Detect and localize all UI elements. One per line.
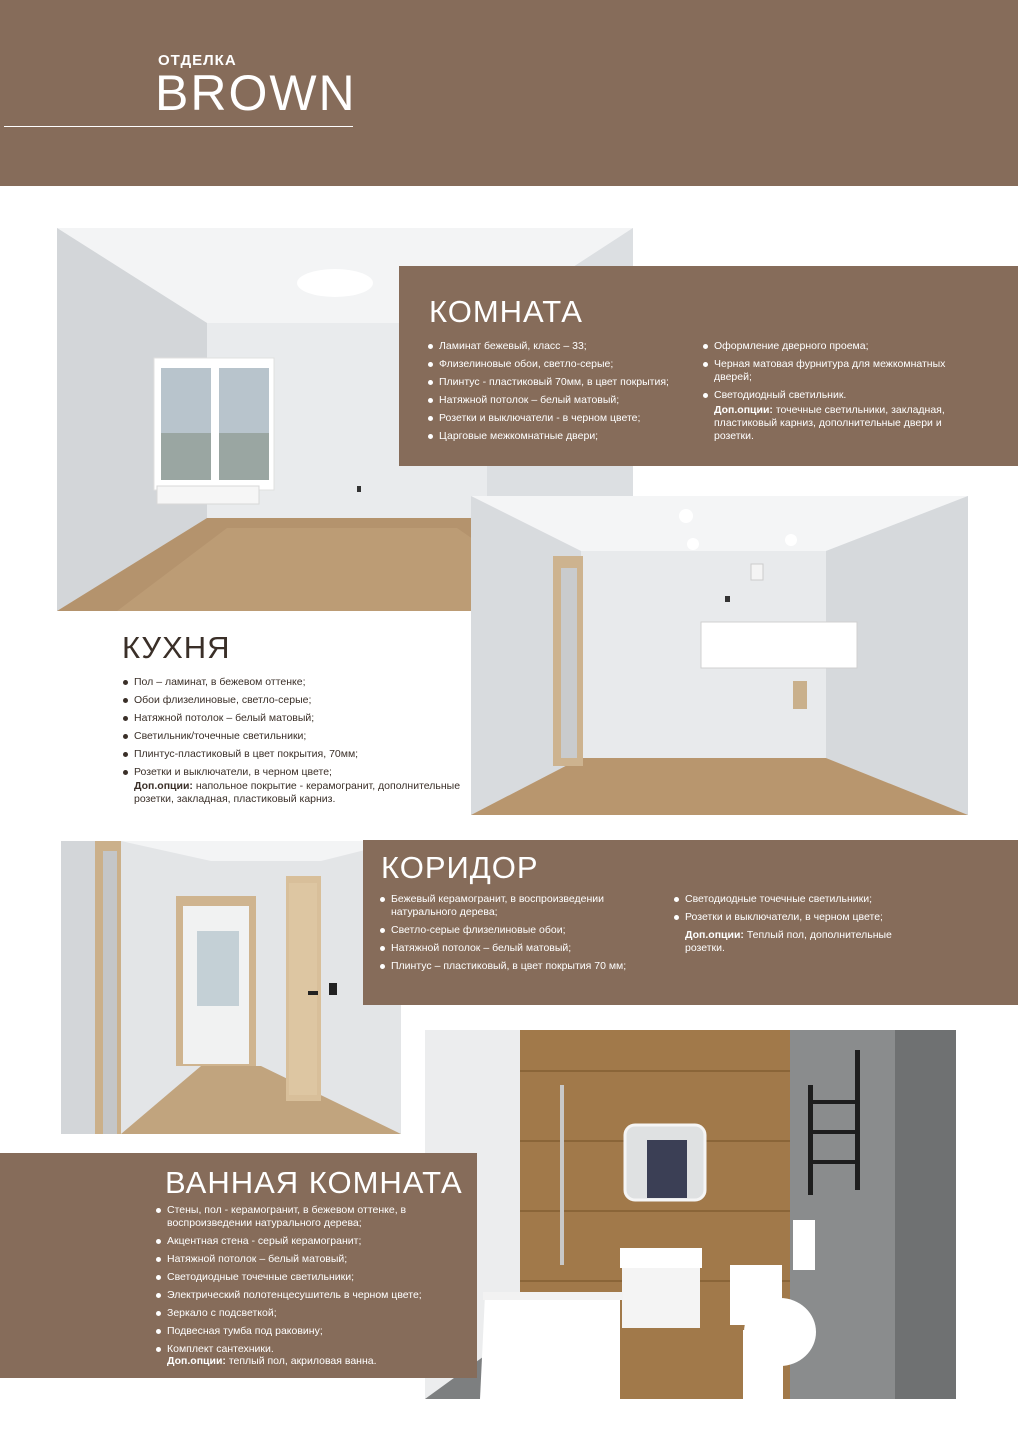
list-item: Натяжной потолок – белый матовый; (155, 1253, 455, 1266)
kitchen-options (134, 780, 464, 806)
list-item: Флизелиновые обои, светло-серые; (427, 358, 707, 371)
room-options (714, 404, 979, 443)
room-heading: КОМНАТА (429, 294, 583, 329)
list-item: Светодиодные точечные светильники; (155, 1271, 455, 1284)
corridor-list-1 (379, 893, 669, 978)
bathroom-list (155, 1204, 455, 1361)
list-item: Светло-серые флизелиновые обои; (379, 924, 669, 937)
header-subtitle: ОТДЕЛКА (158, 52, 237, 69)
list-item: Розетки и выключатели - в черном цвете; (427, 412, 707, 425)
options-label: Доп.опции: (134, 780, 193, 792)
options-text: напольное покрытие - керамогранит, дополнительные розетки, закладная, пластиковый карниз. (134, 780, 461, 805)
options-text: точечные светильники, закладная, пластиковый карниз, дополнительные двери и розетки. (714, 404, 945, 442)
room-list-1 (427, 340, 707, 448)
bathroom-options (167, 1355, 457, 1368)
options-label: Доп.опции: (714, 404, 773, 416)
list-item: Светодиодный светильник. (702, 389, 982, 402)
corridor-heading: КОРИДОР (381, 850, 539, 885)
list-item: Розетки и выключатели, в черном цвете; (673, 911, 963, 924)
kitchen-photo (471, 496, 968, 815)
room-panel (399, 266, 1018, 466)
list-item: Электрический полотенцесушитель в черном цвете; (155, 1289, 455, 1302)
list-item: Натяжной потолок – белый матовый; (122, 712, 462, 725)
list-item: Плинтус-пластиковый в цвет покрытия, 70мм; (122, 748, 462, 761)
list-item: Черная матовая фурнитура для межкомнатных дверей; (702, 358, 982, 384)
list-item: Стены, пол - керамогранит, в бежевом оттенке, в воспроизведении натурального дерева; (155, 1204, 455, 1230)
list-item: Натяжной потолок – белый матовый; (379, 942, 669, 955)
list-item: Натяжной потолок – белый матовый; (427, 394, 707, 407)
list-item: Подвесная тумба под раковину; (155, 1325, 455, 1338)
header-banner (0, 0, 1018, 186)
corridor-panel (363, 840, 1018, 1005)
kitchen-heading: КУХНЯ (122, 630, 231, 665)
bathroom-heading: ВАННАЯ КОМНАТА (165, 1165, 463, 1200)
header-title: BROWN (155, 65, 357, 121)
list-item: Светильник/точечные светильники; (122, 730, 462, 743)
list-item: Обои флизелиновые, светло-серые; (122, 694, 462, 707)
list-item: Зеркало с подсветкой; (155, 1307, 455, 1320)
corridor-list-2 (673, 893, 963, 929)
bathroom-photo (425, 1030, 956, 1399)
kitchen-list (122, 676, 462, 784)
list-item: Царговые межкомнатные двери; (427, 430, 707, 443)
corridor-options (685, 929, 925, 955)
list-item: Пол – ламинат, в бежевом оттенке; (122, 676, 462, 689)
list-item: Ламинат бежевый, класс – 33; (427, 340, 707, 353)
options-text: Теплый пол, дополнительные розетки. (685, 929, 892, 954)
corridor-photo (61, 841, 401, 1134)
list-item: Розетки и выключатели, в черном цвете; (122, 766, 462, 779)
list-item: Плинтус – пластиковый, в цвет покрытия 70 мм; (379, 960, 669, 973)
list-item: Плинтус - пластиковый 70мм, в цвет покрытия; (427, 376, 707, 389)
list-item: Комплект сантехники. (155, 1343, 455, 1356)
list-item: Светодиодные точечные светильники; (673, 893, 963, 906)
options-label: Доп.опции: (167, 1355, 226, 1367)
kitchen-section (110, 620, 470, 820)
list-item: Акцентная стена - серый керамогранит; (155, 1235, 455, 1248)
bathroom-panel (0, 1153, 477, 1378)
list-item: Оформление дверного проема; (702, 340, 982, 353)
options-label: Доп.опции: (685, 929, 744, 941)
room-list-2 (702, 340, 982, 407)
header-divider (4, 126, 353, 127)
list-item: Бежевый керамогранит, в воспроизведении натурального дерева; (379, 893, 669, 919)
options-text: теплый пол, акриловая ванна. (225, 1355, 377, 1367)
